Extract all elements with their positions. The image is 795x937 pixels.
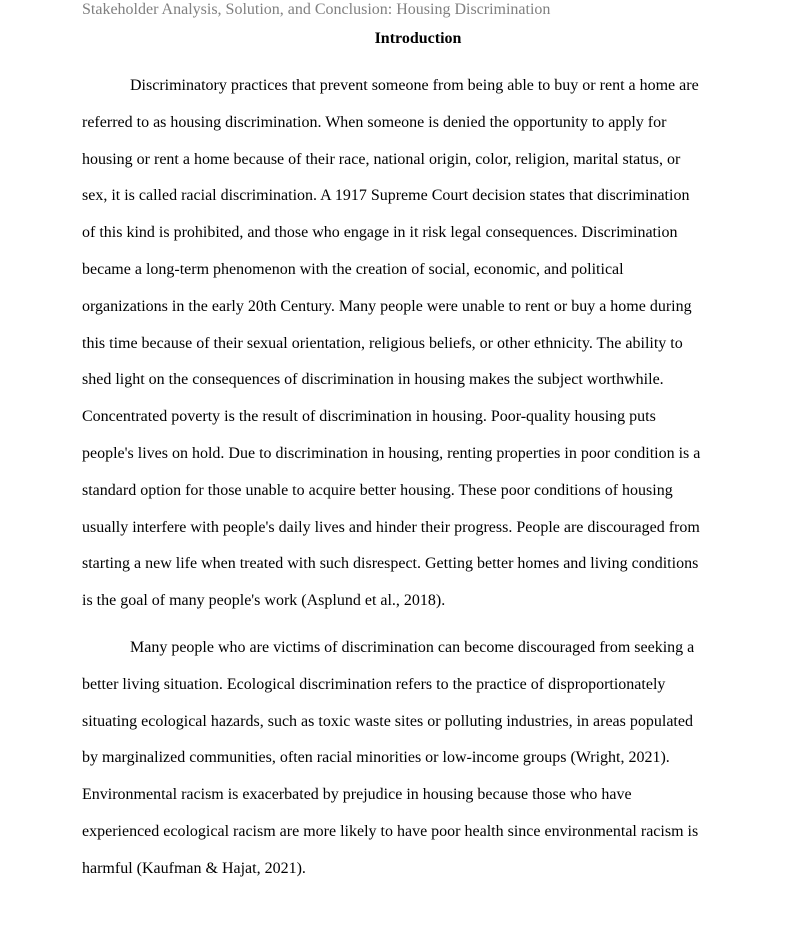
text-line: referred to as housing discrimination. When someone is denied the opportunity to apply for [82, 113, 667, 131]
text-line: by marginalized communities, often racial minorities or low-income groups (Wright, 2021). [82, 749, 670, 767]
text-line: Environmental racism is exacerbated by prejudice in housing because those who have [82, 786, 632, 804]
text-line: housing or rent a home because of their race, national origin, color, religion, marital status, or [82, 150, 681, 168]
text-line: of this kind is prohibited, and those who engage in it risk legal consequences. Discrimination [82, 224, 678, 242]
text-line: Many people who are victims of discrimination can become discouraged from seeking a [130, 638, 695, 656]
paragraph-2 [82, 630, 704, 888]
text-line: this time because of their sexual orientation, religious beliefs, or other ethnicity. The ability to [82, 334, 683, 352]
text-line: Discriminatory practices that prevent someone from being able to buy or rent a home are [130, 77, 699, 94]
text-line: sex, it is called racial discrimination. A 1917 Supreme Court decision states that discrimination [82, 187, 690, 205]
text-line: situating ecological hazards, such as toxic waste sites or polluting industries, in areas populated [82, 712, 693, 730]
text-line: experienced ecological racism are more likely to have poor health since environmental racism is [82, 822, 699, 840]
text-line: people's lives on hold. Due to discrimination in housing, renting properties in poor condition is a [82, 444, 701, 462]
text-line: standard option for those unable to acquire better housing. These poor conditions of housing [82, 481, 673, 499]
text-line: became a long-term phenomenon with the creation of social, economic, and political [82, 260, 624, 278]
text-line: harmful (Kaufman & Hajat, 2021). [82, 859, 306, 877]
text-line: Concentrated poverty is the result of discrimination in housing. Poor-quality housing puts [82, 408, 656, 426]
text-line: organizations in the early 20th Century. Many people were unable to rent or buy a home during [82, 297, 692, 315]
text-line: shed light on the consequences of discrimination in housing makes the subject worthwhile. [82, 371, 664, 389]
text-line: usually interfere with people's daily lives and hinder their progress. People are discouraged from [82, 518, 700, 536]
text-line: is the goal of many people's work (Asplund et al., 2018). [82, 592, 446, 610]
text-line: better living situation. Ecological discrimination refers to the practice of disproportionately [82, 675, 666, 693]
running-header: Stakeholder Analysis, Solution, and Conclusion: Housing Discrimination [82, 1, 551, 18]
document-body [82, 68, 704, 888]
text-line: starting a new life when treated with such disrespect. Getting better homes and living conditions [82, 555, 699, 573]
paragraph-1 [82, 68, 704, 620]
section-title: Introduction [374, 30, 462, 47]
